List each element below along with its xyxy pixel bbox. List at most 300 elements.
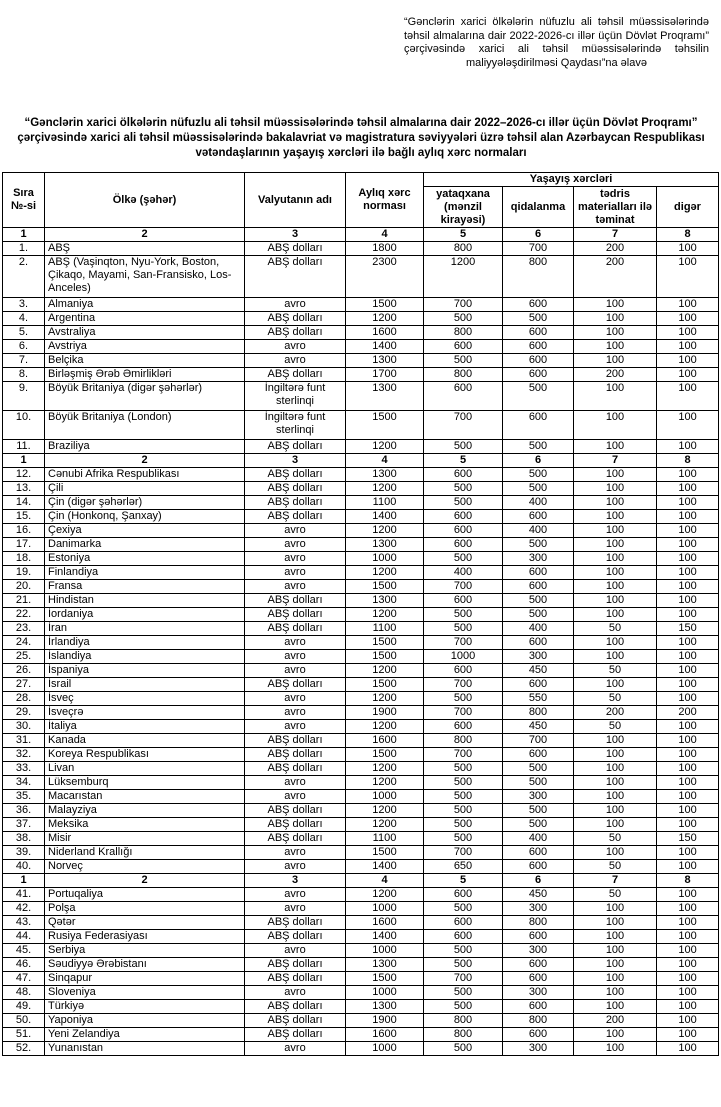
row-number: 8. bbox=[3, 368, 45, 382]
housing-cell: 500 bbox=[424, 354, 503, 368]
column-number: 7 bbox=[574, 454, 657, 468]
monthly-norm-cell: 1900 bbox=[346, 706, 424, 720]
other-cell: 100 bbox=[657, 354, 719, 368]
row-number: 41. bbox=[3, 888, 45, 902]
other-cell: 100 bbox=[657, 1042, 719, 1056]
table-row bbox=[3, 382, 719, 411]
housing-cell: 500 bbox=[424, 902, 503, 916]
food-cell: 600 bbox=[503, 930, 574, 944]
table-row bbox=[3, 468, 719, 482]
row-number: 39. bbox=[3, 846, 45, 860]
materials-cell: 100 bbox=[574, 804, 657, 818]
currency-cell: ABŞ dolları bbox=[245, 368, 346, 382]
monthly-norm-cell: 1200 bbox=[346, 776, 424, 790]
food-cell: 600 bbox=[503, 860, 574, 874]
housing-cell: 600 bbox=[424, 930, 503, 944]
materials-cell: 100 bbox=[574, 566, 657, 580]
currency-cell: avro bbox=[245, 790, 346, 804]
other-cell: 100 bbox=[657, 440, 719, 454]
housing-cell: 800 bbox=[424, 326, 503, 340]
housing-cell: 500 bbox=[424, 440, 503, 454]
table-row bbox=[3, 594, 719, 608]
currency-cell: avro bbox=[245, 692, 346, 706]
row-number: 18. bbox=[3, 552, 45, 566]
food-cell: 500 bbox=[503, 762, 574, 776]
monthly-norm-cell: 1700 bbox=[346, 368, 424, 382]
row-number: 51. bbox=[3, 1028, 45, 1042]
table-row bbox=[3, 368, 719, 382]
other-cell: 100 bbox=[657, 552, 719, 566]
materials-cell: 100 bbox=[574, 902, 657, 916]
column-number: 2 bbox=[45, 454, 245, 468]
food-cell: 400 bbox=[503, 524, 574, 538]
country-cell: İsrail bbox=[45, 678, 245, 692]
other-cell: 100 bbox=[657, 748, 719, 762]
country-cell: Macarıstan bbox=[45, 790, 245, 804]
materials-cell: 100 bbox=[574, 818, 657, 832]
row-number: 26. bbox=[3, 664, 45, 678]
row-number: 45. bbox=[3, 944, 45, 958]
materials-cell: 100 bbox=[574, 748, 657, 762]
currency-cell: ABŞ dolları bbox=[245, 482, 346, 496]
monthly-norm-cell: 1100 bbox=[346, 622, 424, 636]
materials-cell: 50 bbox=[574, 622, 657, 636]
other-cell: 200 bbox=[657, 706, 719, 720]
currency-cell: ABŞ dolları bbox=[245, 930, 346, 944]
housing-cell: 500 bbox=[424, 804, 503, 818]
monthly-norm-cell: 1100 bbox=[346, 832, 424, 846]
other-cell: 100 bbox=[657, 636, 719, 650]
food-cell: 500 bbox=[503, 468, 574, 482]
housing-cell: 500 bbox=[424, 312, 503, 326]
housing-cell: 500 bbox=[424, 1000, 503, 1014]
housing-cell: 700 bbox=[424, 706, 503, 720]
row-number: 52. bbox=[3, 1042, 45, 1056]
column-number: 8 bbox=[657, 454, 719, 468]
materials-cell: 50 bbox=[574, 692, 657, 706]
currency-cell: avro bbox=[245, 552, 346, 566]
other-cell: 100 bbox=[657, 482, 719, 496]
column-number: 6 bbox=[503, 228, 574, 242]
row-number: 11. bbox=[3, 440, 45, 454]
currency-cell: İngiltərə funt sterlinqi bbox=[245, 382, 346, 411]
table-row bbox=[3, 538, 719, 552]
monthly-norm-cell: 1500 bbox=[346, 298, 424, 312]
country-cell: Estoniya bbox=[45, 552, 245, 566]
country-cell: Argentina bbox=[45, 312, 245, 326]
food-cell: 300 bbox=[503, 902, 574, 916]
housing-cell: 500 bbox=[424, 482, 503, 496]
monthly-norm-cell: 1200 bbox=[346, 312, 424, 326]
country-cell: Serbiya bbox=[45, 944, 245, 958]
materials-cell: 100 bbox=[574, 944, 657, 958]
housing-cell: 500 bbox=[424, 818, 503, 832]
monthly-norm-cell: 1000 bbox=[346, 986, 424, 1000]
row-number: 42. bbox=[3, 902, 45, 916]
housing-cell: 500 bbox=[424, 762, 503, 776]
table-row bbox=[3, 930, 719, 944]
row-number: 17. bbox=[3, 538, 45, 552]
other-cell: 100 bbox=[657, 340, 719, 354]
header-food: qidalanma bbox=[503, 187, 574, 228]
other-cell: 100 bbox=[657, 326, 719, 340]
food-cell: 450 bbox=[503, 720, 574, 734]
other-cell: 100 bbox=[657, 468, 719, 482]
housing-cell: 500 bbox=[424, 776, 503, 790]
row-number: 16. bbox=[3, 524, 45, 538]
currency-cell: avro bbox=[245, 944, 346, 958]
other-cell: 100 bbox=[657, 958, 719, 972]
currency-cell: ABŞ dolları bbox=[245, 958, 346, 972]
other-cell: 100 bbox=[657, 930, 719, 944]
food-cell: 450 bbox=[503, 664, 574, 678]
food-cell: 600 bbox=[503, 748, 574, 762]
column-number: 5 bbox=[424, 228, 503, 242]
header-seq: Sıra №-si bbox=[3, 173, 45, 228]
monthly-norm-cell: 1400 bbox=[346, 510, 424, 524]
materials-cell: 100 bbox=[574, 510, 657, 524]
food-cell: 500 bbox=[503, 594, 574, 608]
food-cell: 450 bbox=[503, 888, 574, 902]
currency-cell: ABŞ dolları bbox=[245, 256, 346, 298]
country-cell: ABŞ bbox=[45, 242, 245, 256]
currency-cell: ABŞ dolları bbox=[245, 1028, 346, 1042]
header-materials: tədris materialları ilə təminat bbox=[574, 187, 657, 228]
country-cell: İsveçrə bbox=[45, 706, 245, 720]
other-cell: 100 bbox=[657, 790, 719, 804]
housing-cell: 600 bbox=[424, 664, 503, 678]
housing-cell: 500 bbox=[424, 608, 503, 622]
housing-cell: 700 bbox=[424, 748, 503, 762]
other-cell: 100 bbox=[657, 804, 719, 818]
row-number: 40. bbox=[3, 860, 45, 874]
column-number-row bbox=[3, 454, 719, 468]
housing-cell: 800 bbox=[424, 1014, 503, 1028]
currency-cell: avro bbox=[245, 664, 346, 678]
other-cell: 100 bbox=[657, 972, 719, 986]
materials-cell: 100 bbox=[574, 916, 657, 930]
other-cell: 100 bbox=[657, 664, 719, 678]
country-cell: Livan bbox=[45, 762, 245, 776]
country-cell: İspaniya bbox=[45, 664, 245, 678]
table-row bbox=[3, 411, 719, 440]
materials-cell: 100 bbox=[574, 930, 657, 944]
header-living-expenses: Yaşayış xərcləri bbox=[424, 173, 719, 187]
food-cell: 300 bbox=[503, 1042, 574, 1056]
monthly-norm-cell: 1900 bbox=[346, 1014, 424, 1028]
other-cell: 100 bbox=[657, 986, 719, 1000]
food-cell: 700 bbox=[503, 734, 574, 748]
column-number: 7 bbox=[574, 874, 657, 888]
monthly-norm-cell: 1300 bbox=[346, 594, 424, 608]
materials-cell: 100 bbox=[574, 538, 657, 552]
materials-cell: 100 bbox=[574, 958, 657, 972]
row-number: 30. bbox=[3, 720, 45, 734]
materials-cell: 100 bbox=[574, 440, 657, 454]
monthly-norm-cell: 1200 bbox=[346, 888, 424, 902]
country-cell: İordaniya bbox=[45, 608, 245, 622]
food-cell: 500 bbox=[503, 538, 574, 552]
column-number: 5 bbox=[424, 874, 503, 888]
currency-cell: ABŞ dolları bbox=[245, 440, 346, 454]
monthly-norm-cell: 1600 bbox=[346, 1028, 424, 1042]
monthly-norm-cell: 1500 bbox=[346, 846, 424, 860]
monthly-norm-cell: 1000 bbox=[346, 552, 424, 566]
country-cell: Malayziya bbox=[45, 804, 245, 818]
country-cell: Portuqaliya bbox=[45, 888, 245, 902]
materials-cell: 100 bbox=[574, 678, 657, 692]
housing-cell: 700 bbox=[424, 298, 503, 312]
housing-cell: 800 bbox=[424, 1028, 503, 1042]
food-cell: 800 bbox=[503, 1014, 574, 1028]
housing-cell: 1000 bbox=[424, 650, 503, 664]
other-cell: 100 bbox=[657, 776, 719, 790]
country-cell: Sinqapur bbox=[45, 972, 245, 986]
currency-cell: ABŞ dolları bbox=[245, 818, 346, 832]
food-cell: 600 bbox=[503, 636, 574, 650]
table-row bbox=[3, 762, 719, 776]
table-row bbox=[3, 776, 719, 790]
row-number: 14. bbox=[3, 496, 45, 510]
materials-cell: 100 bbox=[574, 354, 657, 368]
materials-cell: 100 bbox=[574, 298, 657, 312]
country-cell: Yeni Zelandiya bbox=[45, 1028, 245, 1042]
materials-cell: 100 bbox=[574, 552, 657, 566]
housing-cell: 600 bbox=[424, 916, 503, 930]
monthly-norm-cell: 1300 bbox=[346, 538, 424, 552]
other-cell: 100 bbox=[657, 312, 719, 326]
row-number: 33. bbox=[3, 762, 45, 776]
monthly-norm-cell: 1200 bbox=[346, 608, 424, 622]
other-cell: 100 bbox=[657, 692, 719, 706]
other-cell: 100 bbox=[657, 510, 719, 524]
monthly-norm-cell: 1300 bbox=[346, 468, 424, 482]
monthly-norm-cell: 1400 bbox=[346, 860, 424, 874]
table-row bbox=[3, 340, 719, 354]
row-number: 23. bbox=[3, 622, 45, 636]
other-cell: 100 bbox=[657, 608, 719, 622]
food-cell: 500 bbox=[503, 776, 574, 790]
other-cell: 100 bbox=[657, 888, 719, 902]
materials-cell: 100 bbox=[574, 524, 657, 538]
table-row bbox=[3, 1028, 719, 1042]
materials-cell: 100 bbox=[574, 776, 657, 790]
row-number: 44. bbox=[3, 930, 45, 944]
country-cell: Türkiyə bbox=[45, 1000, 245, 1014]
housing-cell: 1200 bbox=[424, 256, 503, 298]
food-cell: 400 bbox=[503, 496, 574, 510]
currency-cell: ABŞ dolları bbox=[245, 1000, 346, 1014]
column-number: 4 bbox=[346, 454, 424, 468]
food-cell: 500 bbox=[503, 382, 574, 411]
table-row bbox=[3, 242, 719, 256]
monthly-norm-cell: 1200 bbox=[346, 566, 424, 580]
table-row bbox=[3, 312, 719, 326]
header-country: Ölkə (şəhər) bbox=[45, 173, 245, 228]
column-number: 7 bbox=[574, 228, 657, 242]
materials-cell: 100 bbox=[574, 790, 657, 804]
country-cell: Səudiyyə Ərəbistanı bbox=[45, 958, 245, 972]
food-cell: 600 bbox=[503, 340, 574, 354]
other-cell: 100 bbox=[657, 818, 719, 832]
monthly-norm-cell: 1200 bbox=[346, 762, 424, 776]
food-cell: 500 bbox=[503, 440, 574, 454]
currency-cell: ABŞ dolları bbox=[245, 468, 346, 482]
table-row bbox=[3, 804, 719, 818]
monthly-norm-cell: 1300 bbox=[346, 958, 424, 972]
housing-cell: 500 bbox=[424, 986, 503, 1000]
materials-cell: 100 bbox=[574, 312, 657, 326]
currency-cell: ABŞ dolları bbox=[245, 326, 346, 340]
other-cell: 100 bbox=[657, 496, 719, 510]
other-cell: 100 bbox=[657, 1000, 719, 1014]
food-cell: 300 bbox=[503, 944, 574, 958]
row-number: 20. bbox=[3, 580, 45, 594]
other-cell: 100 bbox=[657, 566, 719, 580]
currency-cell: avro bbox=[245, 354, 346, 368]
monthly-norm-cell: 1500 bbox=[346, 748, 424, 762]
other-cell: 100 bbox=[657, 594, 719, 608]
country-cell: Danimarka bbox=[45, 538, 245, 552]
other-cell: 100 bbox=[657, 1028, 719, 1042]
row-number: 46. bbox=[3, 958, 45, 972]
other-cell: 100 bbox=[657, 242, 719, 256]
food-cell: 600 bbox=[503, 566, 574, 580]
food-cell: 550 bbox=[503, 692, 574, 706]
table-row bbox=[3, 916, 719, 930]
other-cell: 100 bbox=[657, 368, 719, 382]
materials-cell: 200 bbox=[574, 368, 657, 382]
food-cell: 600 bbox=[503, 298, 574, 312]
table-row bbox=[3, 734, 719, 748]
table-row bbox=[3, 552, 719, 566]
country-cell: İslandiya bbox=[45, 650, 245, 664]
row-number: 9. bbox=[3, 382, 45, 411]
table-row bbox=[3, 566, 719, 580]
monthly-norm-cell: 1600 bbox=[346, 326, 424, 340]
table-row bbox=[3, 846, 719, 860]
food-cell: 400 bbox=[503, 622, 574, 636]
column-number: 3 bbox=[245, 228, 346, 242]
monthly-norm-cell: 1200 bbox=[346, 524, 424, 538]
country-cell: Polşa bbox=[45, 902, 245, 916]
other-cell: 100 bbox=[657, 762, 719, 776]
header-housing: yataqxana (mənzil kirayəsi) bbox=[424, 187, 503, 228]
row-number: 47. bbox=[3, 972, 45, 986]
materials-cell: 200 bbox=[574, 256, 657, 298]
table-row bbox=[3, 860, 719, 874]
housing-cell: 500 bbox=[424, 622, 503, 636]
currency-cell: avro bbox=[245, 902, 346, 916]
row-number: 50. bbox=[3, 1014, 45, 1028]
column-number-row bbox=[3, 874, 719, 888]
food-cell: 300 bbox=[503, 650, 574, 664]
table-row bbox=[3, 510, 719, 524]
currency-cell: avro bbox=[245, 776, 346, 790]
column-number: 6 bbox=[503, 874, 574, 888]
materials-cell: 100 bbox=[574, 326, 657, 340]
header-row-top bbox=[3, 173, 719, 187]
other-cell: 100 bbox=[657, 916, 719, 930]
monthly-norm-cell: 1000 bbox=[346, 1042, 424, 1056]
row-number: 15. bbox=[3, 510, 45, 524]
other-cell: 100 bbox=[657, 944, 719, 958]
currency-cell: avro bbox=[245, 538, 346, 552]
other-cell: 100 bbox=[657, 902, 719, 916]
country-cell: Niderland Krallığı bbox=[45, 846, 245, 860]
row-number: 49. bbox=[3, 1000, 45, 1014]
table-row bbox=[3, 720, 719, 734]
housing-cell: 500 bbox=[424, 552, 503, 566]
materials-cell: 100 bbox=[574, 636, 657, 650]
materials-cell: 100 bbox=[574, 594, 657, 608]
table-row bbox=[3, 496, 719, 510]
housing-cell: 600 bbox=[424, 340, 503, 354]
currency-cell: avro bbox=[245, 888, 346, 902]
materials-cell: 100 bbox=[574, 411, 657, 440]
country-cell: İran bbox=[45, 622, 245, 636]
row-number: 32. bbox=[3, 748, 45, 762]
food-cell: 800 bbox=[503, 916, 574, 930]
housing-cell: 600 bbox=[424, 510, 503, 524]
table-row bbox=[3, 1014, 719, 1028]
monthly-norm-cell: 1200 bbox=[346, 664, 424, 678]
table-row bbox=[3, 1000, 719, 1014]
materials-cell: 100 bbox=[574, 762, 657, 776]
housing-cell: 700 bbox=[424, 972, 503, 986]
table-row bbox=[3, 790, 719, 804]
food-cell: 500 bbox=[503, 312, 574, 326]
country-cell: Qətər bbox=[45, 916, 245, 930]
materials-cell: 100 bbox=[574, 1000, 657, 1014]
monthly-norm-cell: 1200 bbox=[346, 720, 424, 734]
country-cell: ABŞ (Vaşinqton, Nyu-York, Boston, Çikaqo, Mayami, San-Fransisko, Los-Anceles) bbox=[45, 256, 245, 298]
other-cell: 100 bbox=[657, 538, 719, 552]
housing-cell: 500 bbox=[424, 1042, 503, 1056]
row-number: 6. bbox=[3, 340, 45, 354]
housing-cell: 800 bbox=[424, 368, 503, 382]
other-cell: 100 bbox=[657, 860, 719, 874]
food-cell: 600 bbox=[503, 326, 574, 340]
food-cell: 600 bbox=[503, 846, 574, 860]
materials-cell: 200 bbox=[574, 706, 657, 720]
table-row bbox=[3, 482, 719, 496]
row-number: 38. bbox=[3, 832, 45, 846]
table-row bbox=[3, 650, 719, 664]
materials-cell: 100 bbox=[574, 468, 657, 482]
other-cell: 100 bbox=[657, 678, 719, 692]
housing-cell: 600 bbox=[424, 594, 503, 608]
monthly-norm-cell: 1500 bbox=[346, 972, 424, 986]
currency-cell: avro bbox=[245, 566, 346, 580]
housing-cell: 800 bbox=[424, 242, 503, 256]
monthly-norm-cell: 1000 bbox=[346, 944, 424, 958]
materials-cell: 200 bbox=[574, 242, 657, 256]
row-number: 13. bbox=[3, 482, 45, 496]
country-cell: Avstraliya bbox=[45, 326, 245, 340]
row-number: 7. bbox=[3, 354, 45, 368]
table-row bbox=[3, 326, 719, 340]
row-number: 22. bbox=[3, 608, 45, 622]
table-row bbox=[3, 888, 719, 902]
currency-cell: avro bbox=[245, 580, 346, 594]
table-row bbox=[3, 636, 719, 650]
food-cell: 300 bbox=[503, 986, 574, 1000]
row-number: 48. bbox=[3, 986, 45, 1000]
currency-cell: ABŞ dolları bbox=[245, 804, 346, 818]
monthly-norm-cell: 1600 bbox=[346, 734, 424, 748]
currency-cell: ABŞ dolları bbox=[245, 748, 346, 762]
